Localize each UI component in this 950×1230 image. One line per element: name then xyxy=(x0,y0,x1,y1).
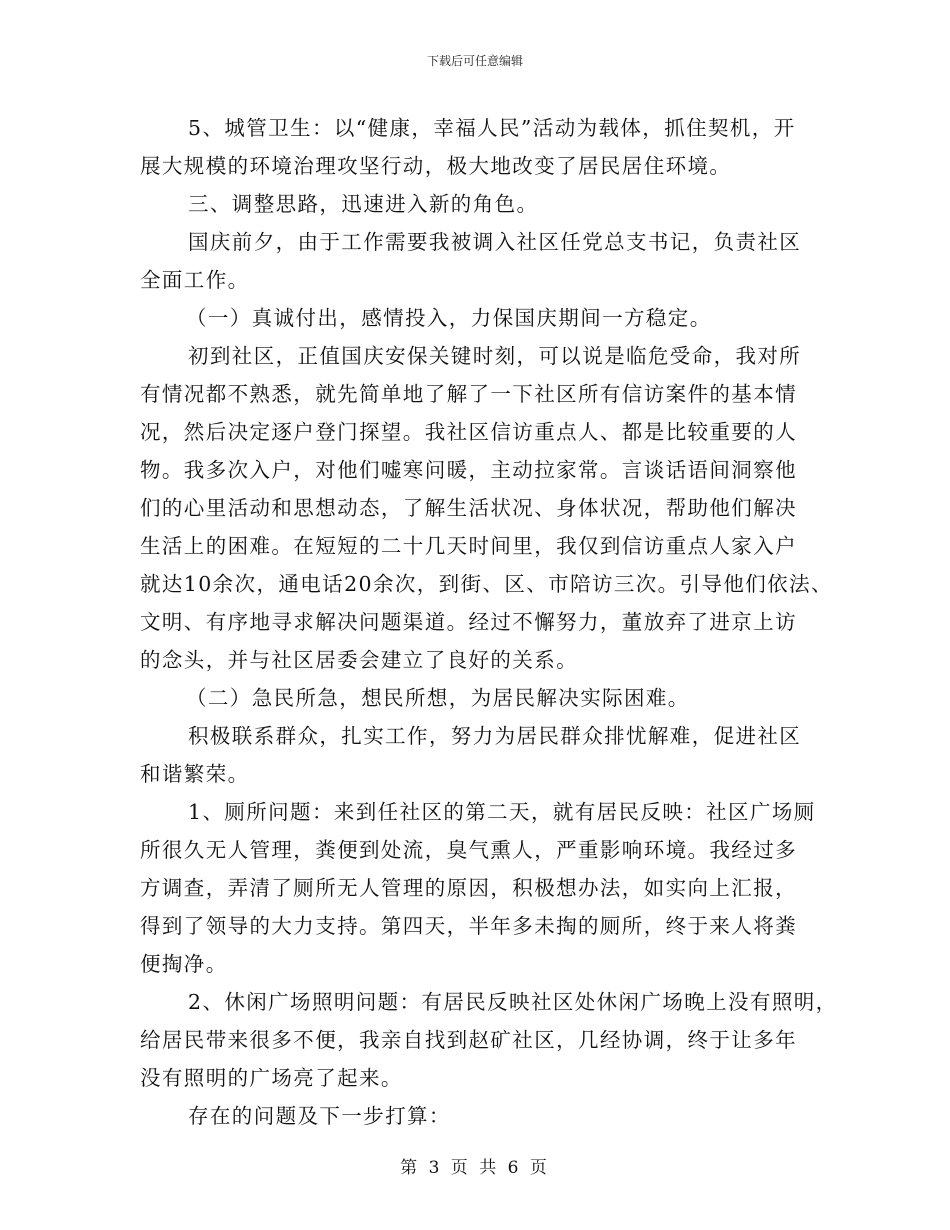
paragraph-line: 1、厕所问题：来到任社区的第二天，就有居民反映：社区广场厕 xyxy=(188,800,816,824)
paragraph-line: 展大规模的环境治理攻坚行动，极大地改变了居民居住环境。 xyxy=(140,154,732,178)
paragraph-line: 有情况都不熟悉，就先简单地了解了一下社区所有信访案件的基本情 xyxy=(140,382,797,406)
paragraph-line: 存在的问题及下一步打算： xyxy=(188,1104,451,1128)
paragraph-line: 们的心里活动和思想动态，了解生活状况、身体状况，帮助他们解决 xyxy=(140,496,797,520)
paragraph-line: 物。我多次入户，对他们嘘寒问暖，主动拉家常。言谈话语间洞察他 xyxy=(140,458,797,482)
paragraph-line: 全面工作。 xyxy=(140,268,250,292)
paragraph-line: 和谐繁荣。 xyxy=(140,762,250,786)
paragraph-line: 国庆前夕，由于工作需要我被调入社区任党总支书记，负责社区 xyxy=(188,230,802,254)
subsection-heading: （一）真诚付出，感情投入，力保国庆期间一方稳定。 xyxy=(186,306,712,330)
page-header: 下载后可任意编辑 xyxy=(426,54,523,68)
subsection-heading: （二）急民所急，想民所想，为居民解决实际困难。 xyxy=(186,686,690,710)
paragraph-line: 就达10余次，通电话20余次，到街、区、市陪访三次。引导他们依法、 xyxy=(140,572,833,596)
paragraph-line: 5、城管卫生：以“健康，幸福人民”活动为载体，抓住契机，开 xyxy=(188,116,796,140)
paragraph-line: 文明、有序地寻求解决问题渠道。经过不懈努力，董放弃了进京上访 xyxy=(140,610,797,634)
document-body xyxy=(140,109,840,1135)
paragraph-line: 便掏净。 xyxy=(140,952,228,976)
paragraph-line: 得到了领导的大力支持。第四天，半年多未掏的厕所，终于来人将粪 xyxy=(140,914,797,938)
page-footer: 第 3 页 共 6 页 xyxy=(400,1158,550,1178)
paragraph-line: 生活上的困难。在短短的二十几天时间里，我仅到信访重点人家入户 xyxy=(140,534,797,558)
paragraph-line: 积极联系群众，扎实工作，努力为居民群众排忧解难，促进社区 xyxy=(188,724,802,748)
paragraph-line: 没有照明的广场亮了起来。 xyxy=(140,1066,403,1090)
section-heading: 三、调整思路，迅速进入新的角色。 xyxy=(188,192,539,216)
paragraph-line: 方调查，弄清了厕所无人管理的原因，积极想办法，如实向上汇报， xyxy=(140,876,797,900)
paragraph-line: 况，然后决定逐户登门探望。我社区信访重点人、都是比较重要的人 xyxy=(140,420,797,444)
paragraph-line: 所很久无人管理，粪便到处流，臭气熏人，严重影响环境。我经过多 xyxy=(140,838,797,862)
paragraph-line: 初到社区，正值国庆安保关键时刻，可以说是临危受命，我对所 xyxy=(188,344,802,368)
paragraph-line: 的念头，并与社区居委会建立了良好的关系。 xyxy=(140,648,578,672)
paragraph-line: 2、休闲广场照明问题：有居民反映社区处休闲广场晚上没有照明， xyxy=(188,990,838,1014)
paragraph-line: 给居民带来很多不便，我亲自找到赵矿社区，几经协调，终于让多年 xyxy=(140,1028,797,1052)
